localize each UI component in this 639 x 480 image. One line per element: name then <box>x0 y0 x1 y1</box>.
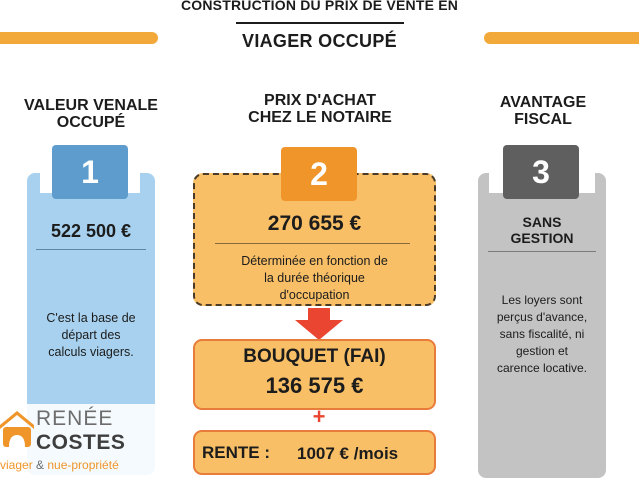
step-1-badge <box>52 145 128 199</box>
house-logo-icon <box>0 409 34 449</box>
column-2-description-line: d'occupation <box>279 288 350 302</box>
column-2-amount: 270 655 € <box>267 212 362 235</box>
title-underline <box>236 22 404 24</box>
step-1-number: 1 <box>81 153 99 190</box>
column-2-description-line: Déterminée en fonction de <box>241 254 388 268</box>
step-2-badge <box>281 147 357 201</box>
logo-tagline-ampersand: & <box>32 458 48 472</box>
column-1-description-line: calculs viagers. <box>48 345 134 359</box>
column-3-amount-line-2: GESTION <box>510 230 574 246</box>
logo-name-line-2: COSTES <box>36 431 126 454</box>
column-1-description-line: départ des <box>61 328 121 342</box>
down-arrow-icon <box>293 308 345 340</box>
column-1-heading-line-1: VALEUR VENALE <box>24 97 158 114</box>
column-2-divider <box>215 243 410 244</box>
column-3-description-line: gestion et <box>515 344 569 358</box>
column-3-heading <box>463 94 623 128</box>
column-1-description-line: C'est la base de <box>46 311 136 325</box>
column-2-description-line: la durée théorique <box>264 271 365 285</box>
column-1-amount: 522 500 € <box>50 221 132 241</box>
column-3-description <box>478 292 606 377</box>
column-1-heading-line-2: OCCUPÉ <box>56 114 126 131</box>
column-3-heading-line-1: AVANTAGE <box>499 94 587 111</box>
column-3-description-line: carence locative. <box>496 361 588 375</box>
column-3-description-line: perçus d'avance, <box>496 310 588 324</box>
title-line-1: CONSTRUCTION DU PRIX DE VENTE EN <box>180 0 459 13</box>
logo-tagline-viager: viager <box>0 458 33 472</box>
title-line-2: VIAGER OCCUPÉ <box>242 31 397 51</box>
column-3-amount-line-1: SANS <box>522 214 562 230</box>
column-1-divider <box>36 249 146 250</box>
column-3-description-line: sans fiscalité, ni <box>499 327 585 341</box>
logo-tagline-nue-propriete: nue-propriété <box>47 458 119 472</box>
logo-tagline <box>0 458 119 472</box>
column-2-heading-line-1: PRIX D'ACHAT <box>264 92 376 109</box>
plus-sign: + <box>312 404 326 429</box>
step-3-number: 3 <box>532 153 550 190</box>
rente-label: RENTE : <box>202 443 270 462</box>
step-3-badge <box>503 145 579 199</box>
column-3-amount <box>478 214 606 246</box>
column-1-description <box>27 310 155 361</box>
bouquet-value: 136 575 € <box>265 373 364 398</box>
column-2-heading <box>220 92 420 126</box>
column-1-heading <box>6 97 176 131</box>
step-2-number: 2 <box>310 155 328 192</box>
bouquet-label: BOUQUET (FAI) <box>243 346 386 367</box>
column-2-heading-line-2: CHEZ LE NOTAIRE <box>248 109 392 126</box>
column-3-description-line: Les loyers sont <box>501 293 583 307</box>
logo-name-line-1: RENÉE <box>36 407 114 430</box>
rente-value: 1007 € /mois <box>297 444 399 463</box>
column-2-description <box>193 253 436 304</box>
column-3-heading-line-2: FISCAL <box>514 111 572 128</box>
column-3-divider <box>488 251 596 252</box>
